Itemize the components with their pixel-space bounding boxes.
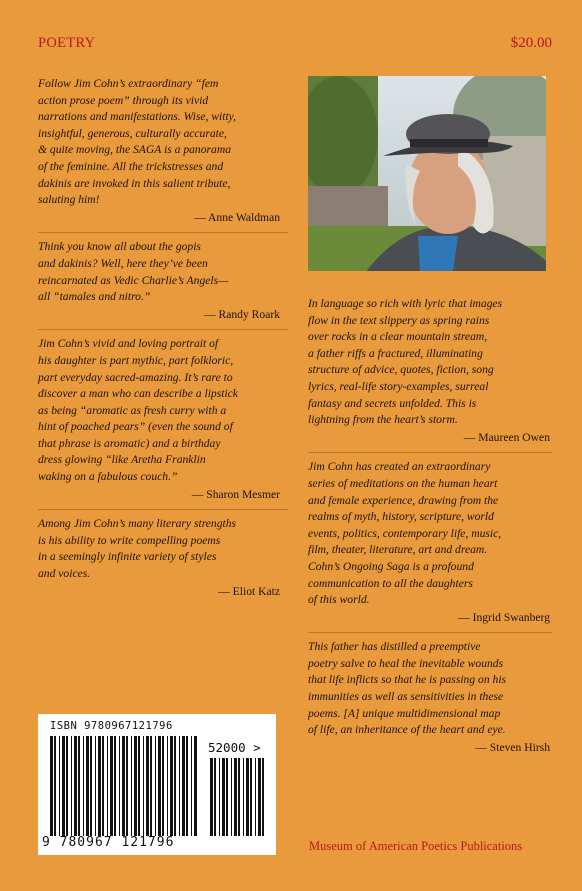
right-blurb-column — [308, 296, 552, 756]
barcode-bar — [78, 736, 80, 836]
isbn-digits: 9 780967 121796 — [42, 835, 175, 850]
barcode-bar — [194, 736, 197, 836]
barcode-bar — [246, 758, 249, 836]
barcode-bar — [110, 736, 113, 836]
barcode-box — [38, 714, 276, 855]
blurb-author: — Sharon Mesmer — [191, 487, 280, 501]
barcode-bar — [155, 736, 156, 836]
barcode-bar — [134, 736, 137, 836]
barcode-bar — [131, 736, 132, 836]
barcode-bar — [74, 736, 77, 836]
barcode-bar — [98, 736, 101, 836]
divider — [308, 452, 552, 453]
blurb-author: — Ingrid Swanberg — [458, 610, 550, 624]
barcode-bar — [59, 736, 60, 836]
barcode-bar — [83, 736, 84, 836]
barcode-bar — [219, 758, 220, 836]
addon-barcode-bars — [210, 758, 264, 836]
blurb-quote: In language so rich with lyric that images flow in the text slippery as spring rains over rocks in a clear mountain stream, a father riffs a fractured, illuminating structure of advice, quotes, fiction, song lyrics, real-life story-examples, surreal fantasy and secrets unfolded. This is lightning from the heart’s storm. — [308, 297, 503, 427]
barcode-bar — [238, 758, 240, 836]
blurb-author: — Eliot Katz — [218, 584, 280, 598]
barcode-bar — [50, 736, 53, 836]
blurb-quote: Jim Cohn’s vivid and loving portrait of his daughter is part mythic, part folkloric, part everyday sacred-amazing. It’s rare to discover a man who can describe a lipstick as being “aromatic as fresh curry with a hint of poached pears” (even the sound of that phrase is aromatic) and a birthday dress glowing “like Aretha Franklin waking on a fabulous couch.” — [38, 337, 238, 484]
blurb-quote: Think you know all about the gopis and dakinis? Well, here they’ve been reincarnated as Vedic Charlie’s Angels— all “tamales and nitro.” — [38, 240, 229, 304]
blurb-quote: Among Jim Cohn’s many literary strengths is his ability to write compelling poems in a seemingly infinite variety of styles and voices. — [38, 517, 237, 581]
barcode-bar — [66, 736, 68, 836]
divider — [308, 632, 552, 633]
barcode-bar — [102, 736, 104, 836]
barcode-bar — [182, 736, 185, 836]
barcode-bar — [143, 736, 144, 836]
barcode-bar — [107, 736, 108, 836]
blurb-quote: Follow Jim Cohn’s extraordinary “fem action prose poem” through its vivid narrations and manifestations. Wise, witty, insightful, generous, culturally accurate, & quite moving, the SAGA is a panorama of the feminine. All the trickstresses and dakinis are invoked in this salient tribute, saluting him! — [38, 77, 237, 207]
barcode-bar — [167, 736, 168, 836]
barcode-bar — [179, 736, 180, 836]
divider — [38, 232, 288, 233]
genre-label: POETRY — [38, 35, 96, 51]
barcode-bar — [126, 736, 128, 836]
author-photo-illustration — [308, 76, 546, 271]
divider — [38, 509, 288, 510]
divider — [38, 329, 288, 330]
publisher-name: Museum of American Poetics Publications — [309, 839, 523, 853]
barcode-bar — [214, 758, 216, 836]
barcode-bar — [54, 736, 56, 836]
blurb-author: — Randy Roark — [204, 307, 280, 321]
barcode-graphic — [38, 714, 276, 855]
barcode-bar — [95, 736, 96, 836]
blurb-author: — Steven Hirsh — [475, 740, 550, 754]
barcode-bar — [226, 758, 228, 836]
blurb-author: — Anne Waldman — [194, 210, 280, 224]
barcode-bar — [258, 758, 261, 836]
barcode-bar — [262, 758, 264, 836]
barcode-bar — [114, 736, 116, 836]
barcode-bar — [170, 736, 173, 836]
barcode-bar — [150, 736, 152, 836]
barcode-bar — [250, 758, 252, 836]
barcode-bar — [158, 736, 161, 836]
barcode-bar — [138, 736, 140, 836]
barcode-bar — [62, 736, 65, 836]
barcode-bar — [86, 736, 89, 836]
price-addon-number: 52000 > — [208, 740, 261, 755]
barcode-bar — [234, 758, 237, 836]
author-photo — [308, 76, 546, 271]
price-label: $20.00 — [510, 35, 552, 51]
barcode-bar — [191, 736, 192, 836]
barcode-bar — [122, 736, 125, 836]
barcode-bar — [231, 758, 232, 836]
isbn-label: ISBN 9780967121796 — [50, 720, 173, 732]
blurb-quote: This father has distilled a preemptive poetry salve to heal the inevitable wounds that life inflicts so that he is passing on his immunities as well as sensitivities in these poems. [A] unique multidimensional map of life, an inheritance of the heart and eye. — [308, 640, 507, 737]
left-blurb-column — [38, 76, 288, 600]
barcode-bar — [255, 758, 256, 836]
barcode-bar — [222, 758, 225, 836]
barcode-bar — [162, 736, 164, 836]
barcode-bar — [119, 736, 120, 836]
barcode-bar — [174, 736, 176, 836]
barcode-bar — [146, 736, 149, 836]
blurb-author: — Maureen Owen — [463, 430, 550, 444]
barcode-bar — [71, 736, 72, 836]
barcode-bar — [90, 736, 92, 836]
blurb-quote: Jim Cohn has created an extraordinary series of meditations on the human heart and female experience, drawing from the realms of myth, history, scripture, world events, politics, contemporary life, music, film, theater, literature, art and dream. Cohn’s Ongoing Saga is a profound communication to all the daughters of this world. — [308, 460, 502, 607]
barcode-bar — [243, 758, 244, 836]
barcode-bar — [186, 736, 188, 836]
ean-barcode-bars — [50, 736, 197, 836]
barcode-bar — [210, 758, 213, 836]
